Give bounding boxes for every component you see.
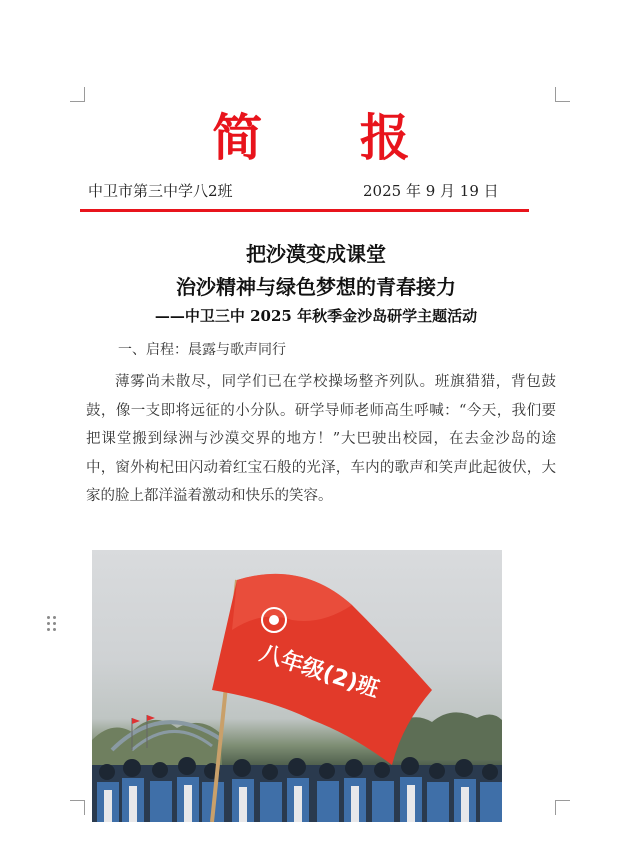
flag-label: 八年级(2)班	[256, 640, 382, 703]
article-title-line2: 治沙精神与绿色梦想的青春接力	[176, 275, 456, 299]
header-divider	[80, 209, 529, 212]
body-paragraph: 薄雾尚未散尽，同学们已在学校操场整齐列队。班旗猎猎，背包鼓鼓，像一支即将远征的小分队。研学导师老师高生呼喊：“今天，我们要把课堂搬到绿洲与沙漠交界的地方！”大巴驶出校园，在去金沙岛的途中，窗外枸杞田闪动着红宝石般的光泽，车内的歌声和笑声此起彼伏，大家的脸上都洋溢着激动和快乐的笑容。	[86, 374, 556, 504]
issue-date: 2025 年 9 月 19 日	[363, 182, 499, 200]
page-corner-mark-bottom-left	[70, 800, 85, 815]
article-body	[86, 368, 556, 511]
article-subtitle: ——中卫三中 2025 年秋季金沙岛研学主题活动	[154, 307, 478, 325]
newsletter-masthead: 简 报	[212, 108, 450, 167]
school-class-label: 中卫市第三中学八2班	[88, 182, 233, 200]
class-flag-photo-illustration	[92, 550, 502, 822]
section-heading: 一、启程：晨露与歌声同行	[118, 342, 286, 358]
page-corner-mark-top-right	[555, 87, 570, 102]
article-title-line1: 把沙漠变成课堂	[246, 242, 386, 266]
header-meta-line	[88, 180, 533, 202]
page-corner-mark-top-left	[70, 87, 85, 102]
block-drag-handle-icon[interactable]	[47, 616, 57, 632]
class-flag-photo[interactable]	[92, 550, 502, 822]
page-corner-mark-bottom-right	[555, 800, 570, 815]
